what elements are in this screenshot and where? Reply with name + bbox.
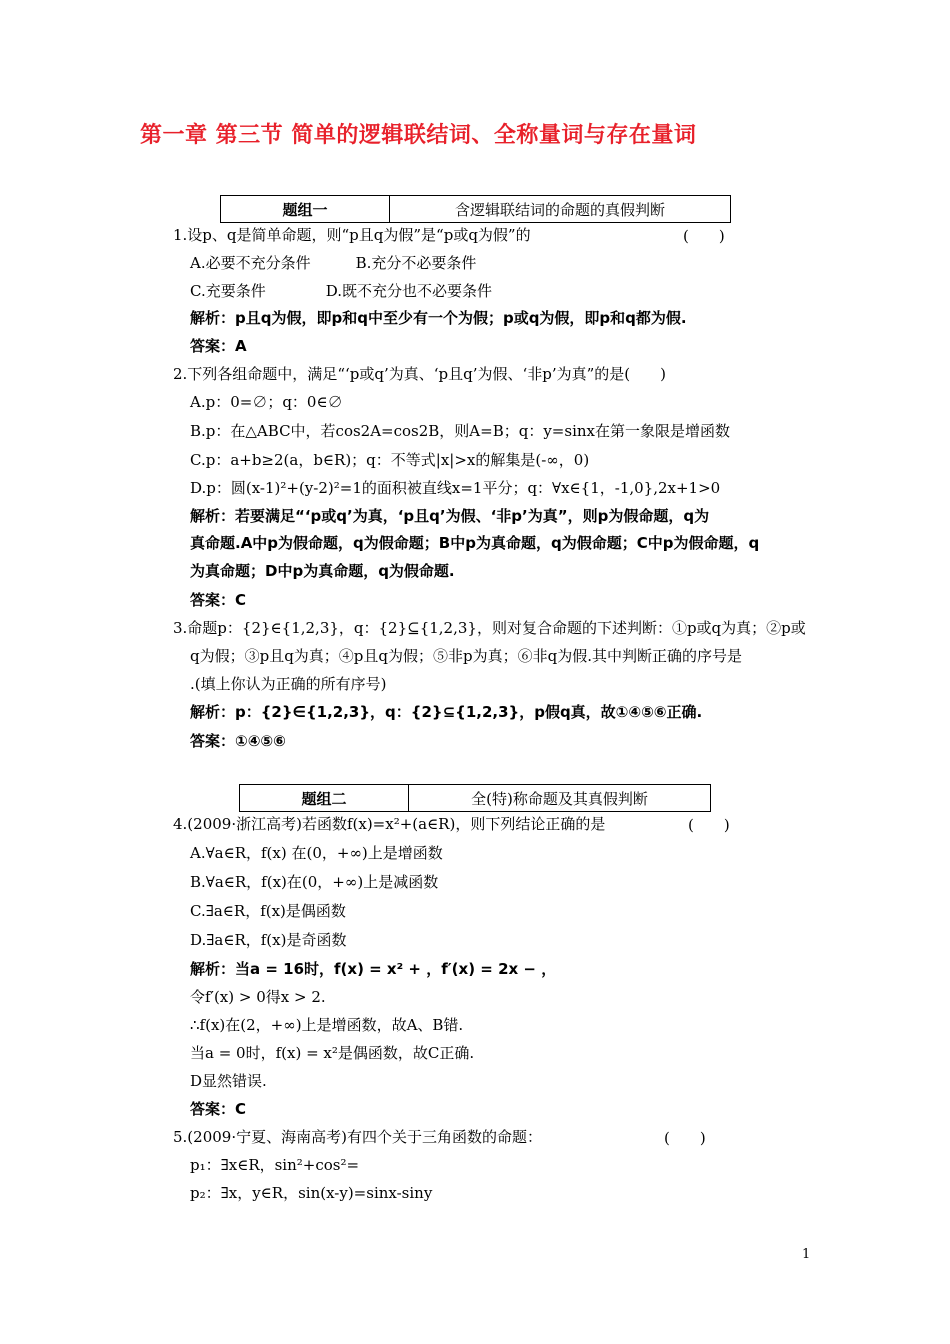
q2-analysis-3: 为真命题；D中p为真命题，q为假命题. (190, 562, 455, 580)
q4-analysis-5: D显然错误. (190, 1072, 267, 1090)
q1-answer-blank: ( ) (683, 227, 725, 245)
q4-option-d: D.∃a∈R，f(x)是奇函数 (190, 931, 347, 949)
q3-stem-3: .(填上你认为正确的所有序号) (190, 675, 387, 693)
q1-answer: 答案：A (190, 337, 247, 355)
q2-option-c: C.p：a+b≥2(a，b∈R)；q：不等式|x|>x的解集是(-∞，0) (190, 451, 590, 469)
page-number: 1 (802, 1247, 811, 1262)
q1-stem: 1.设p、q是简单命题，则“p且q为假”是“p或q为假”的 (173, 226, 531, 244)
q2-option-b: B.p：在△ABC中，若cos2A=cos2B，则A=B；q：y=sinx在第一象限是增函数 (190, 422, 730, 440)
q2-answer: 答案：C (190, 591, 247, 609)
group2-label: 题组二 (240, 785, 409, 811)
page-title: 第一章 第三节 简单的逻辑联结词、全称量词与存在量词 (140, 123, 697, 148)
q4-answer-blank: ( ) (688, 816, 730, 834)
q3-stem-1: 3.命题p：{2}∈{1,2,3}，q：{2}⊆{1,2,3}，则对复合命题的下述判断：①p或q为真；②p或 (173, 619, 806, 637)
q2-option-a: A.p：0=∅；q：0∈∅ (190, 393, 343, 411)
q1-options-ab: A.必要不充分条件 B.充分不必要条件 (190, 254, 477, 272)
q4-option-b: B.∀a∈R，f(x)在(0，+∞)上是减函数 (190, 873, 439, 891)
q3-stem-2: q为假；③p且q为真；④p且q为假；⑤非p为真；⑥非q为假.其中判断正确的序号是 (190, 647, 742, 665)
q2-stem: 2.下列各组命题中，满足“‘p或q’为真、‘p且q’为假、‘非p’为真”的是( ) (173, 365, 666, 383)
q2-option-d: D.p：圆(x-1)²+(y-2)²=1的面积被直线x=1平分；q：∀x∈{1，-1,0},2x+1>0 (190, 479, 721, 497)
q4-analysis-2: 令f′(x) > 0得x > 2. (190, 988, 326, 1006)
q4-analysis-4: 当a = 0时，f(x) = x²是偶函数，故C正确. (190, 1044, 475, 1062)
q5-stem: 5.(2009·宁夏、海南高考)有四个关于三角函数的命题： (173, 1128, 542, 1146)
group1-topic: 含逻辑联结词的命题的真假判断 (454, 200, 665, 219)
q3-answer: 答案：①④⑤⑥ (190, 732, 286, 750)
group2-topic: 全(特)称命题及其真假判断 (471, 789, 648, 808)
group2-header (239, 784, 711, 812)
q4-analysis-3: ∴f(x)在(2，+∞)上是增函数，故A、B错. (190, 1016, 464, 1034)
q4-analysis-1: 解析：当a = 16时，f(x) = x² + ，f′(x) = 2x − ， (190, 960, 557, 978)
q5-p2: p₂：∃x，y∈R，sin(x-y)=sinx-siny (190, 1184, 433, 1202)
q4-option-c: C.∃a∈R，f(x)是偶函数 (190, 902, 346, 920)
q4-option-a: A.∀a∈R，f(x) 在(0，+∞)上是增函数 (190, 844, 443, 862)
q2-analysis-1: 解析：若要满足“‘p或q’为真，‘p且q’为假、‘非p’为真”，则p为假命题，q为 (190, 507, 710, 525)
group1-label: 题组一 (221, 196, 390, 222)
q2-analysis-2: 真命题.A中p为假命题，q为假命题；B中p为真命题，q为假命题；C中p为假命题，q (190, 534, 760, 552)
q4-stem: 4.(2009·浙江高考)若函数f(x)=x²+(a∈R)，则下列结论正确的是 (173, 815, 606, 833)
q4-answer: 答案：C (190, 1100, 247, 1118)
q3-analysis: 解析：p：{2}∈{1,2,3}，q：{2}⊆{1,2,3}，p假q真，故①④⑤⑥正确. (190, 703, 703, 721)
q1-analysis: 解析：p且q为假，即p和q中至少有一个为假；p或q为假，即p和q都为假. (190, 309, 687, 327)
q5-p1: p₁：∃x∈R，sin²+cos²= (190, 1156, 360, 1174)
q5-answer-blank: ( ) (664, 1129, 706, 1147)
q1-options-cd: C.充要条件 D.既不充分也不必要条件 (190, 282, 492, 300)
group1-header (220, 195, 731, 223)
